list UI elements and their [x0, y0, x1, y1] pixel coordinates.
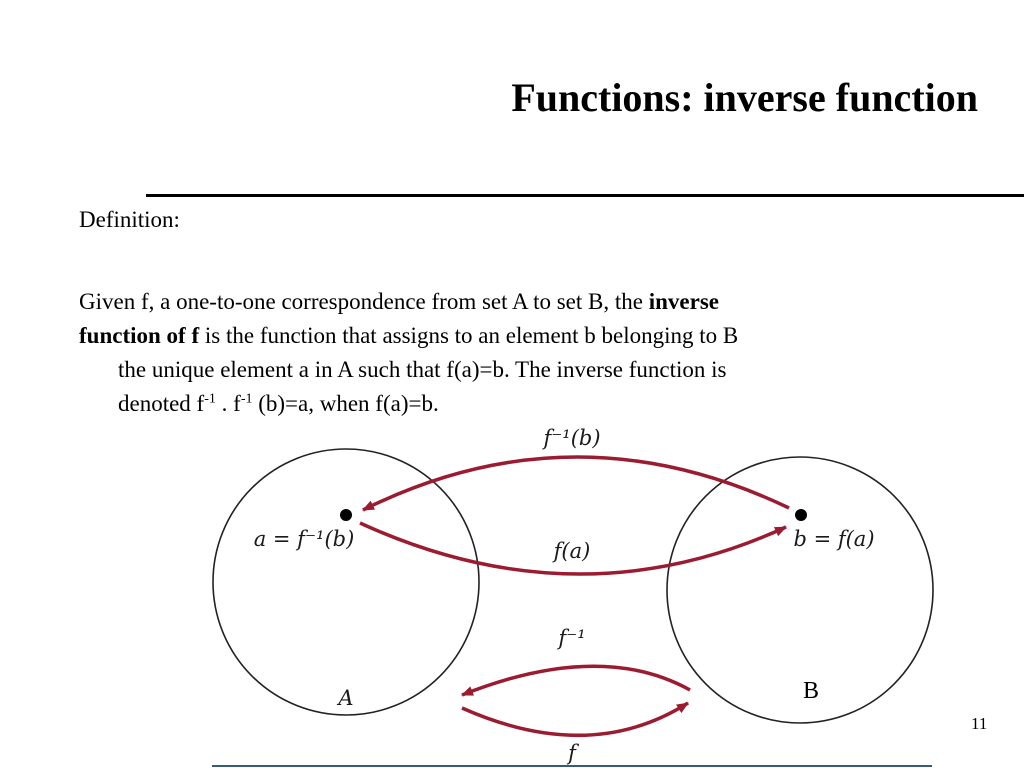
paragraph-text: is the function that assigns to an element b belonging to B — [199, 323, 739, 348]
set-b-circle — [667, 457, 933, 723]
definition-label: Definition: — [79, 207, 180, 232]
paragraph-line-2 — [79, 319, 919, 353]
lower-top-arrow-label: f⁻¹ — [558, 626, 586, 650]
paragraph-line-3 — [79, 353, 919, 387]
paragraph-text: Given f, a one-to-one correspondence from set A to set B, the — [79, 289, 649, 314]
paragraph-text: the unique element a in A such that f(a)=b. The inverse function is — [118, 357, 727, 382]
superscript: -1 — [204, 391, 216, 407]
top-arrow-label: f⁻¹(b) — [543, 426, 601, 450]
set-a-label: A — [338, 686, 354, 710]
set-b-label: B — [803, 678, 820, 704]
bottom-divider — [212, 765, 932, 767]
point-a-label: a = f⁻¹(b) — [253, 527, 355, 551]
paragraph-text: . f — [215, 391, 241, 416]
bold-term: inverse — [648, 289, 719, 314]
function-arrow-bottom — [462, 703, 688, 735]
set-a-circle — [213, 449, 479, 715]
point-a — [340, 509, 352, 521]
bold-term: function of f — [79, 323, 200, 348]
diagram-svg — [200, 415, 940, 768]
inverse-arrow-top — [363, 457, 789, 510]
title-divider — [146, 194, 1024, 197]
point-b-label: b = f(a) — [793, 527, 875, 551]
paragraph-text: (b)=a, when f(a)=b. — [252, 391, 439, 416]
middle-arrow-label: f(a) — [553, 539, 591, 563]
definition-paragraph — [79, 285, 919, 421]
page-number: 11 — [971, 714, 988, 733]
point-b — [795, 509, 807, 521]
slide-title: Functions: inverse function — [511, 75, 978, 120]
paragraph-text: denoted f — [118, 391, 205, 416]
inverse-function-diagram — [200, 415, 940, 768]
superscript: -1 — [240, 391, 253, 407]
lower-bottom-arrow-label: f — [568, 741, 576, 765]
paragraph-line-1 — [79, 285, 919, 319]
inverse-arrow-bottom — [462, 666, 690, 695]
